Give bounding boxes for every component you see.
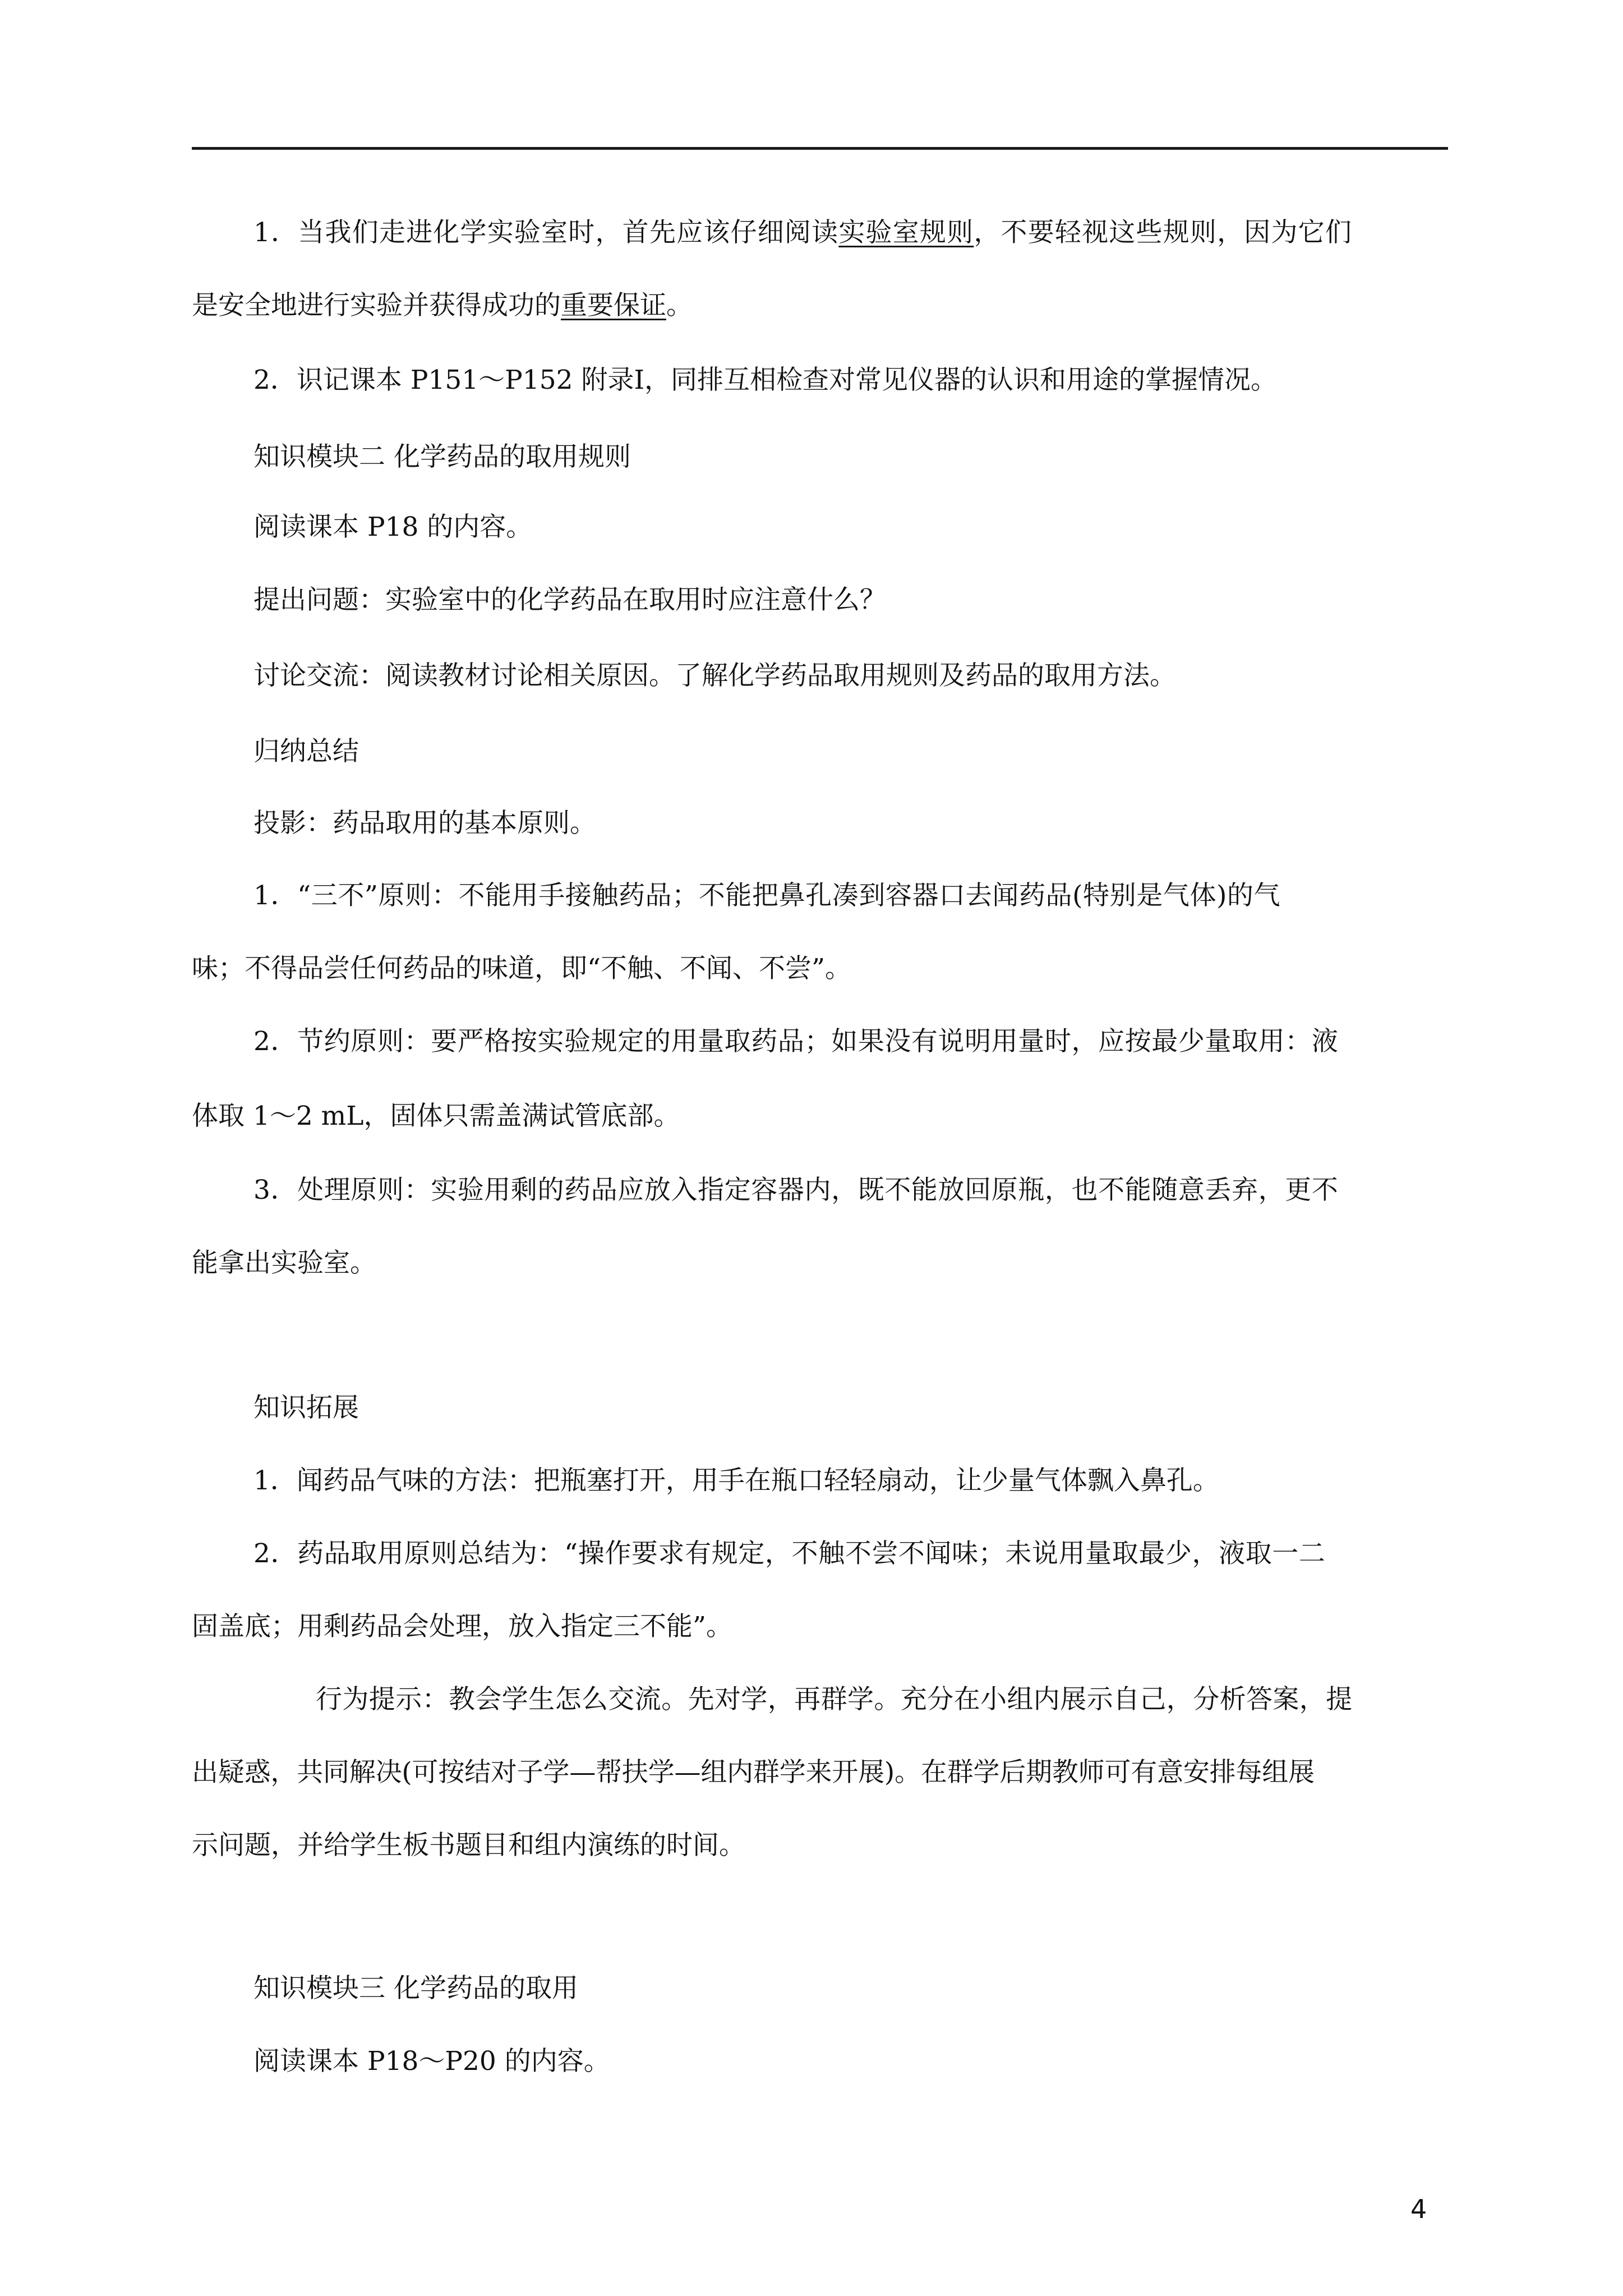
principle-1-line-2: 味；不得品尝任何药品的味道，即“不触、不闻、不尝”。: [192, 953, 852, 984]
header-rule: [192, 147, 1448, 150]
behavior-tip-line-2: 出疑惑，共同解决(可按结对子学—帮扶学—组内群学来开展)。在群学后期教师可有意安排每组展: [192, 1757, 1315, 1788]
reading-assignment-2: 阅读课本 P18～P20 的内容。: [253, 2046, 610, 2077]
underlined-term-guarantee: 重要保证: [561, 290, 666, 321]
projection-label: 投影：药品取用的基本原则。: [253, 808, 596, 839]
discussion-prompt: 讨论交流：阅读教材讨论相关原因。了解化学药品取用规则及药品的取用方法。: [253, 660, 1176, 691]
underlined-term-lab-rules: 实验室规则: [838, 217, 974, 248]
text-run: 。: [666, 290, 693, 321]
paragraph-rules-line-1: [253, 216, 1352, 250]
section-heading-extension: 知识拓展: [253, 1392, 359, 1423]
paragraph-appendix: 2．识记课本 P151～P152 附录Ⅰ，同排互相检查对常见仪器的认识和用途的掌握情况。: [253, 365, 1278, 395]
question-prompt: 提出问题：实验室中的化学药品在取用时应注意什么？: [253, 585, 886, 615]
page-number: 4: [1410, 2194, 1427, 2224]
principle-1-line-1: 1．“三不”原则：不能用手接触药品；不能把鼻孔凑到容器口去闻药品(特别是气体)的气: [253, 880, 1281, 911]
paragraph-rules-line-2: [192, 289, 693, 323]
reading-assignment: 阅读课本 P18 的内容。: [253, 512, 533, 542]
principle-3-line-2: 能拿出实验室。: [192, 1248, 376, 1278]
text-run: ，不要轻视这些规则，因为它们: [974, 217, 1353, 248]
extension-item-1: 1．闻药品气味的方法：把瓶塞打开，用手在瓶口轻轻扇动，让少量气体飘入鼻孔。: [253, 1465, 1219, 1496]
principle-2-line-1: 2．节约原则：要严格按实验规定的用量取药品；如果没有说明用量时，应按最少量取用：液: [253, 1026, 1339, 1057]
behavior-tip-line-3: 示问题，并给学生板书题目和组内演练的时间。: [192, 1830, 745, 1861]
behavior-tip-line-1: 行为提示：教会学生怎么交流。先对学，再群学。充分在小组内展示自己，分析答案，提: [316, 1684, 1353, 1715]
principle-3-line-1: 3．处理原则：实验用剩的药品应放入指定容器内，既不能放回原瓶，也不能随意丢弃，更不: [253, 1175, 1339, 1205]
principle-2-line-2: 体取 1～2 mL，固体只需盖满试管底部。: [192, 1101, 680, 1131]
section-heading-module-2: 知识模块二 化学药品的取用规则: [253, 441, 631, 472]
text-run: 1．当我们走进化学实验室时，首先应该仔细阅读: [253, 217, 839, 248]
text-run: 是安全地进行实验并获得成功的: [192, 290, 561, 321]
section-heading-module-3: 知识模块三 化学药品的取用: [253, 1973, 578, 2004]
summary-label: 归纳总结: [253, 736, 359, 767]
extension-item-2-line-2: 固盖底；用剩药品会处理，放入指定三不能”。: [192, 1611, 733, 1642]
extension-item-2-line-1: 2．药品取用原则总结为：“操作要求有规定，不触不尝不闻味；未说用量取最少，液取一二: [253, 1538, 1326, 1569]
